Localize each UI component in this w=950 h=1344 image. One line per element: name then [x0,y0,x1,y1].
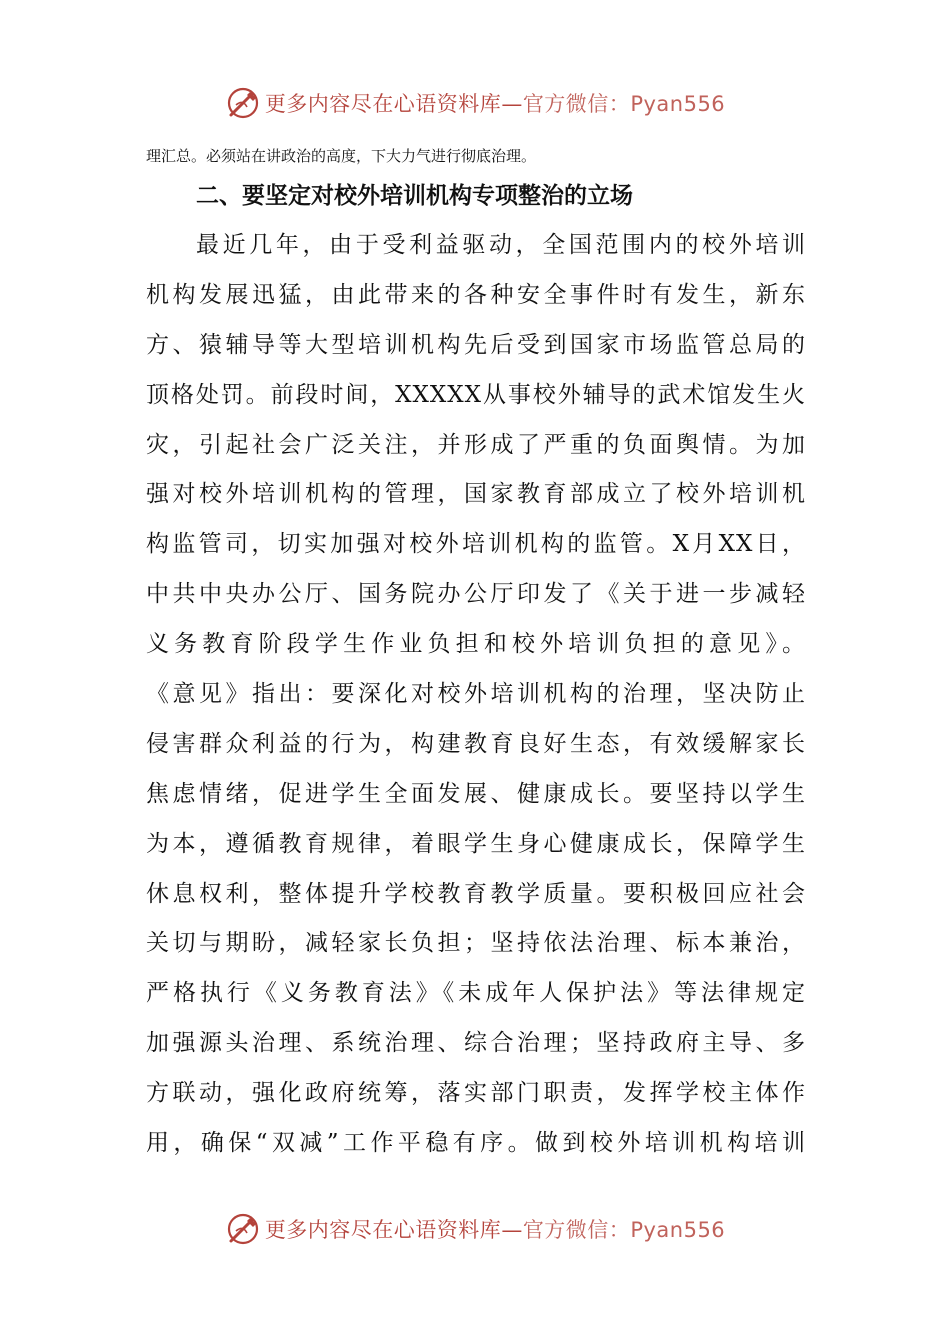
body-line: 侵害群众利益的行为，构建教育良好生态，有效缓解家长 [146,730,806,757]
body-line: 中共中央办公厅、国务院办公厅印发了《关于进一步减轻 [146,581,806,608]
body-line: 顶格处罚。前段时间，XXXXX从事校外辅导的武术馆发生火 [146,381,806,408]
watermark-wechat-label: 官方微信： [522,1218,631,1242]
body-line: 最近几年，由于受利益驱动，全国范围内的校外培训 [196,232,806,258]
body-line: 机构发展迅猛，由此带来的各种安全事件时有发生，新东 [146,281,806,308]
watermark-wechat-label: 官方微信： [522,92,631,116]
watermark-text [265,88,725,118]
watermark-dash: — [501,92,523,116]
watermark-banner-bottom [0,1206,950,1252]
body-line: 方、猿辅导等大型培训机构先后受到国家市场监管总局的 [146,331,806,358]
body-line: 休息权利，整体提升学校教育教学质量。要积极回应社会 [146,880,806,907]
watermark-dash: — [501,1218,523,1242]
body-paragraph [146,221,806,1169]
pen-logo-icon [225,1211,261,1247]
lead-paragraph-line: 理汇总。必须站在讲政治的高度，下大力气进行彻底治理。 [146,147,537,165]
body-line: 加强源头治理、系统治理、综合治理；坚持政府主导、多 [146,1030,806,1057]
watermark-wechat-id: Pyan556 [630,1218,726,1242]
body-line: 强对校外培训机构的管理，国家教育部成立了校外培训机 [146,481,806,508]
body-line: 用，确保“双减”工作平稳有序。做到校外培训机构培训 [146,1130,806,1157]
section-heading: 二、要坚定对校外培训机构专项整治的立场 [196,183,633,209]
body-line: 《意见》指出：要深化对校外培训机构的治理，坚决防止 [146,681,806,708]
body-line: 关切与期盼，减轻家长负担；坚持依法治理、标本兼治， [146,930,806,957]
body-line: 为本，遵循教育规律，着眼学生身心健康成长，保障学生 [146,830,806,857]
body-line: 严格执行《义务教育法》《未成年人保护法》等法律规定 [146,980,806,1007]
pen-logo-icon [225,85,261,121]
watermark-site: 更多内容尽在心语资料库 [264,1218,502,1242]
body-line: 构监管司，切实加强对校外培训机构的监管。X月XX日， [146,531,806,558]
body-line: 方联动，强化政府统筹，落实部门职责，发挥学校主体作 [146,1080,806,1107]
watermark-wechat-id: Pyan556 [630,92,726,116]
body-line: 义务教育阶段学生作业负担和校外培训负担的意见》。 [146,631,806,658]
watermark-banner-top [0,80,950,126]
watermark-text [265,1214,725,1244]
body-line: 焦虑情绪，促进学生全面发展、健康成长。要坚持以学生 [146,780,806,807]
watermark-site: 更多内容尽在心语资料库 [264,92,502,116]
body-line: 灾，引起社会广泛关注，并形成了严重的负面舆情。为加 [146,431,806,458]
